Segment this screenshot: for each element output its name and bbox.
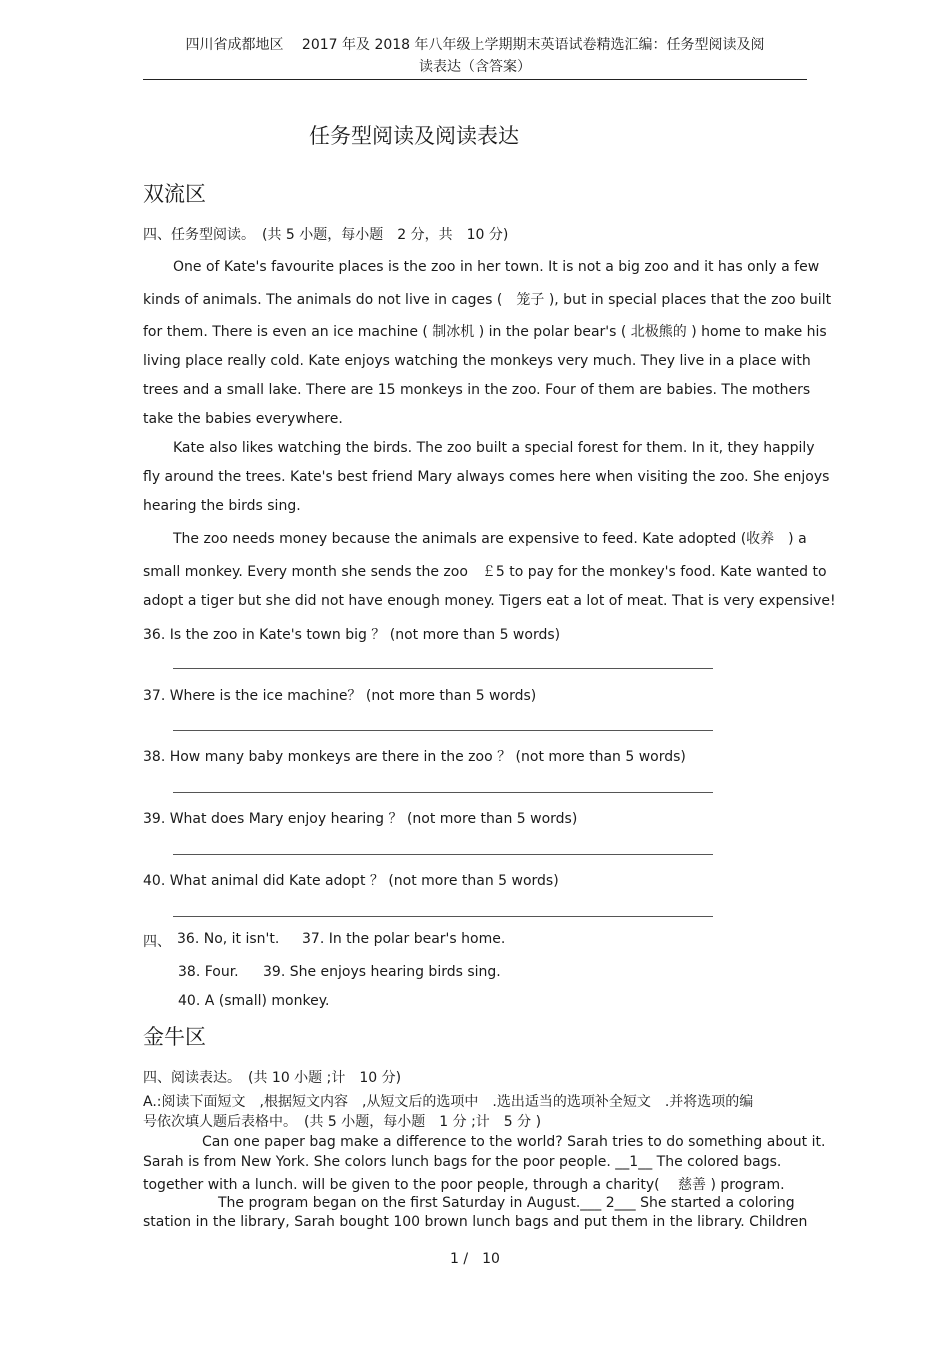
question-39: 39. What does Mary enjoy hearing ？ (not more than 5 words) [143, 811, 578, 827]
answer-line-40 [173, 916, 713, 917]
answer-40: 40. A (small) monkey. [178, 993, 330, 1009]
answer-36: 36. No, it isn't. [177, 931, 280, 947]
passage-line: for them. There is even an ice machine ( 制冰机 ) in the polar bear's ( 北极熊的 ) home to make his [143, 324, 827, 340]
passage-line: living place really cold. Kate enjoys watching the monkeys very much. They live in a place with [143, 353, 811, 369]
passage-line: Can one paper bag make a difference to the world? Sarah tries to do something about it. [202, 1134, 826, 1150]
district-heading-jinniu: 金牛区 [143, 1025, 206, 1049]
passage-line: hearing the birds sing. [143, 498, 301, 514]
section-heading-task-reading: 四、任务型阅读。 (共 5 小题，每小题 2 分，共 10 分) [143, 227, 509, 243]
passage-line: fly around the trees. Kate's best friend Mary always comes here when visiting the zoo. She enjoys [143, 469, 830, 485]
passage-line: take the babies everywhere. [143, 411, 343, 427]
page-header [143, 34, 807, 78]
header-line-2: 读表达（含答案） [419, 59, 531, 75]
answer-line-36 [173, 668, 713, 669]
instruction-line: A.:阅读下面短文 ,根据短文内容 ,从短文后的选项中 .选出适当的选项补全短文 .并将选项的编 [143, 1094, 754, 1110]
question-37: 37. Where is the ice machine？ (not more than 5 words) [143, 688, 537, 704]
passage-line: station in the library, Sarah bought 100 brown lunch bags and put them in the library. Children [143, 1214, 808, 1230]
passage-line: Kate also likes watching the birds. The zoo built a special forest for them. In it, they happily [173, 440, 815, 456]
instruction-line: 号依次填人题后表格中。 (共 5 小题，每小题 1 分 ;计 5 分 ) [143, 1114, 542, 1130]
passage-line: Sarah is from New York. She colors lunch bags for the poor people. __1__ The colored bags. [143, 1154, 782, 1170]
passage-line: kinds of animals. The animals do not live in cages ( 笼子 ), but in special places that the zoo built [143, 292, 832, 308]
passage-line: together with a lunch. will be given to the poor people, through a charity( 慈善 ) program. [143, 1177, 785, 1193]
header-line-1: 四川省成都地区 2017 年及 2018 年八年级上学期期末英语试卷精选汇编：任务型阅读及阅 [185, 37, 765, 53]
question-36: 36. Is the zoo in Kate's town big ？ (not more than 5 words) [143, 627, 561, 643]
passage-line: small monkey. Every month she sends the zoo ￡5 to pay for the monkey's food. Kate wanted to [143, 564, 827, 580]
answer-line-39 [173, 854, 713, 855]
answer-prefix: 四、 [143, 934, 171, 950]
answer-line-38 [173, 792, 713, 793]
answer-37: 37. In the polar bear's home. [302, 931, 506, 947]
district-heading-shuangliu: 双流区 [143, 182, 206, 206]
header-rule [143, 79, 807, 80]
passage-line: The zoo needs money because the animals are expensive to feed. Kate adopted (收养 ) a [173, 531, 807, 547]
answer-39: 39. She enjoys hearing birds sing. [263, 964, 501, 980]
section-heading-reading-expression: 四、阅读表达。 (共 10 小题 ;计 10 分) [143, 1070, 402, 1086]
page-number: 1 / 10 [450, 1251, 500, 1267]
page-title: 任务型阅读及阅读表达 [309, 124, 519, 148]
passage-line: One of Kate's favourite places is the zoo in her town. It is not a big zoo and it has only a few [173, 259, 820, 275]
passage-line: trees and a small lake. There are 15 monkeys in the zoo. Four of them are babies. The mothers [143, 382, 811, 398]
question-38: 38. How many baby monkeys are there in the zoo ？ (not more than 5 words) [143, 749, 686, 765]
passage-line: The program began on the first Saturday in August.___ 2___ She started a coloring [218, 1195, 795, 1211]
answer-38: 38. Four. [178, 964, 239, 980]
answer-line-37 [173, 730, 713, 731]
passage-line: adopt a tiger but she did not have enough money. Tigers eat a lot of meat. That is very expensive! [143, 593, 836, 609]
question-40: 40. What animal did Kate adopt ？ (not more than 5 words) [143, 873, 559, 889]
